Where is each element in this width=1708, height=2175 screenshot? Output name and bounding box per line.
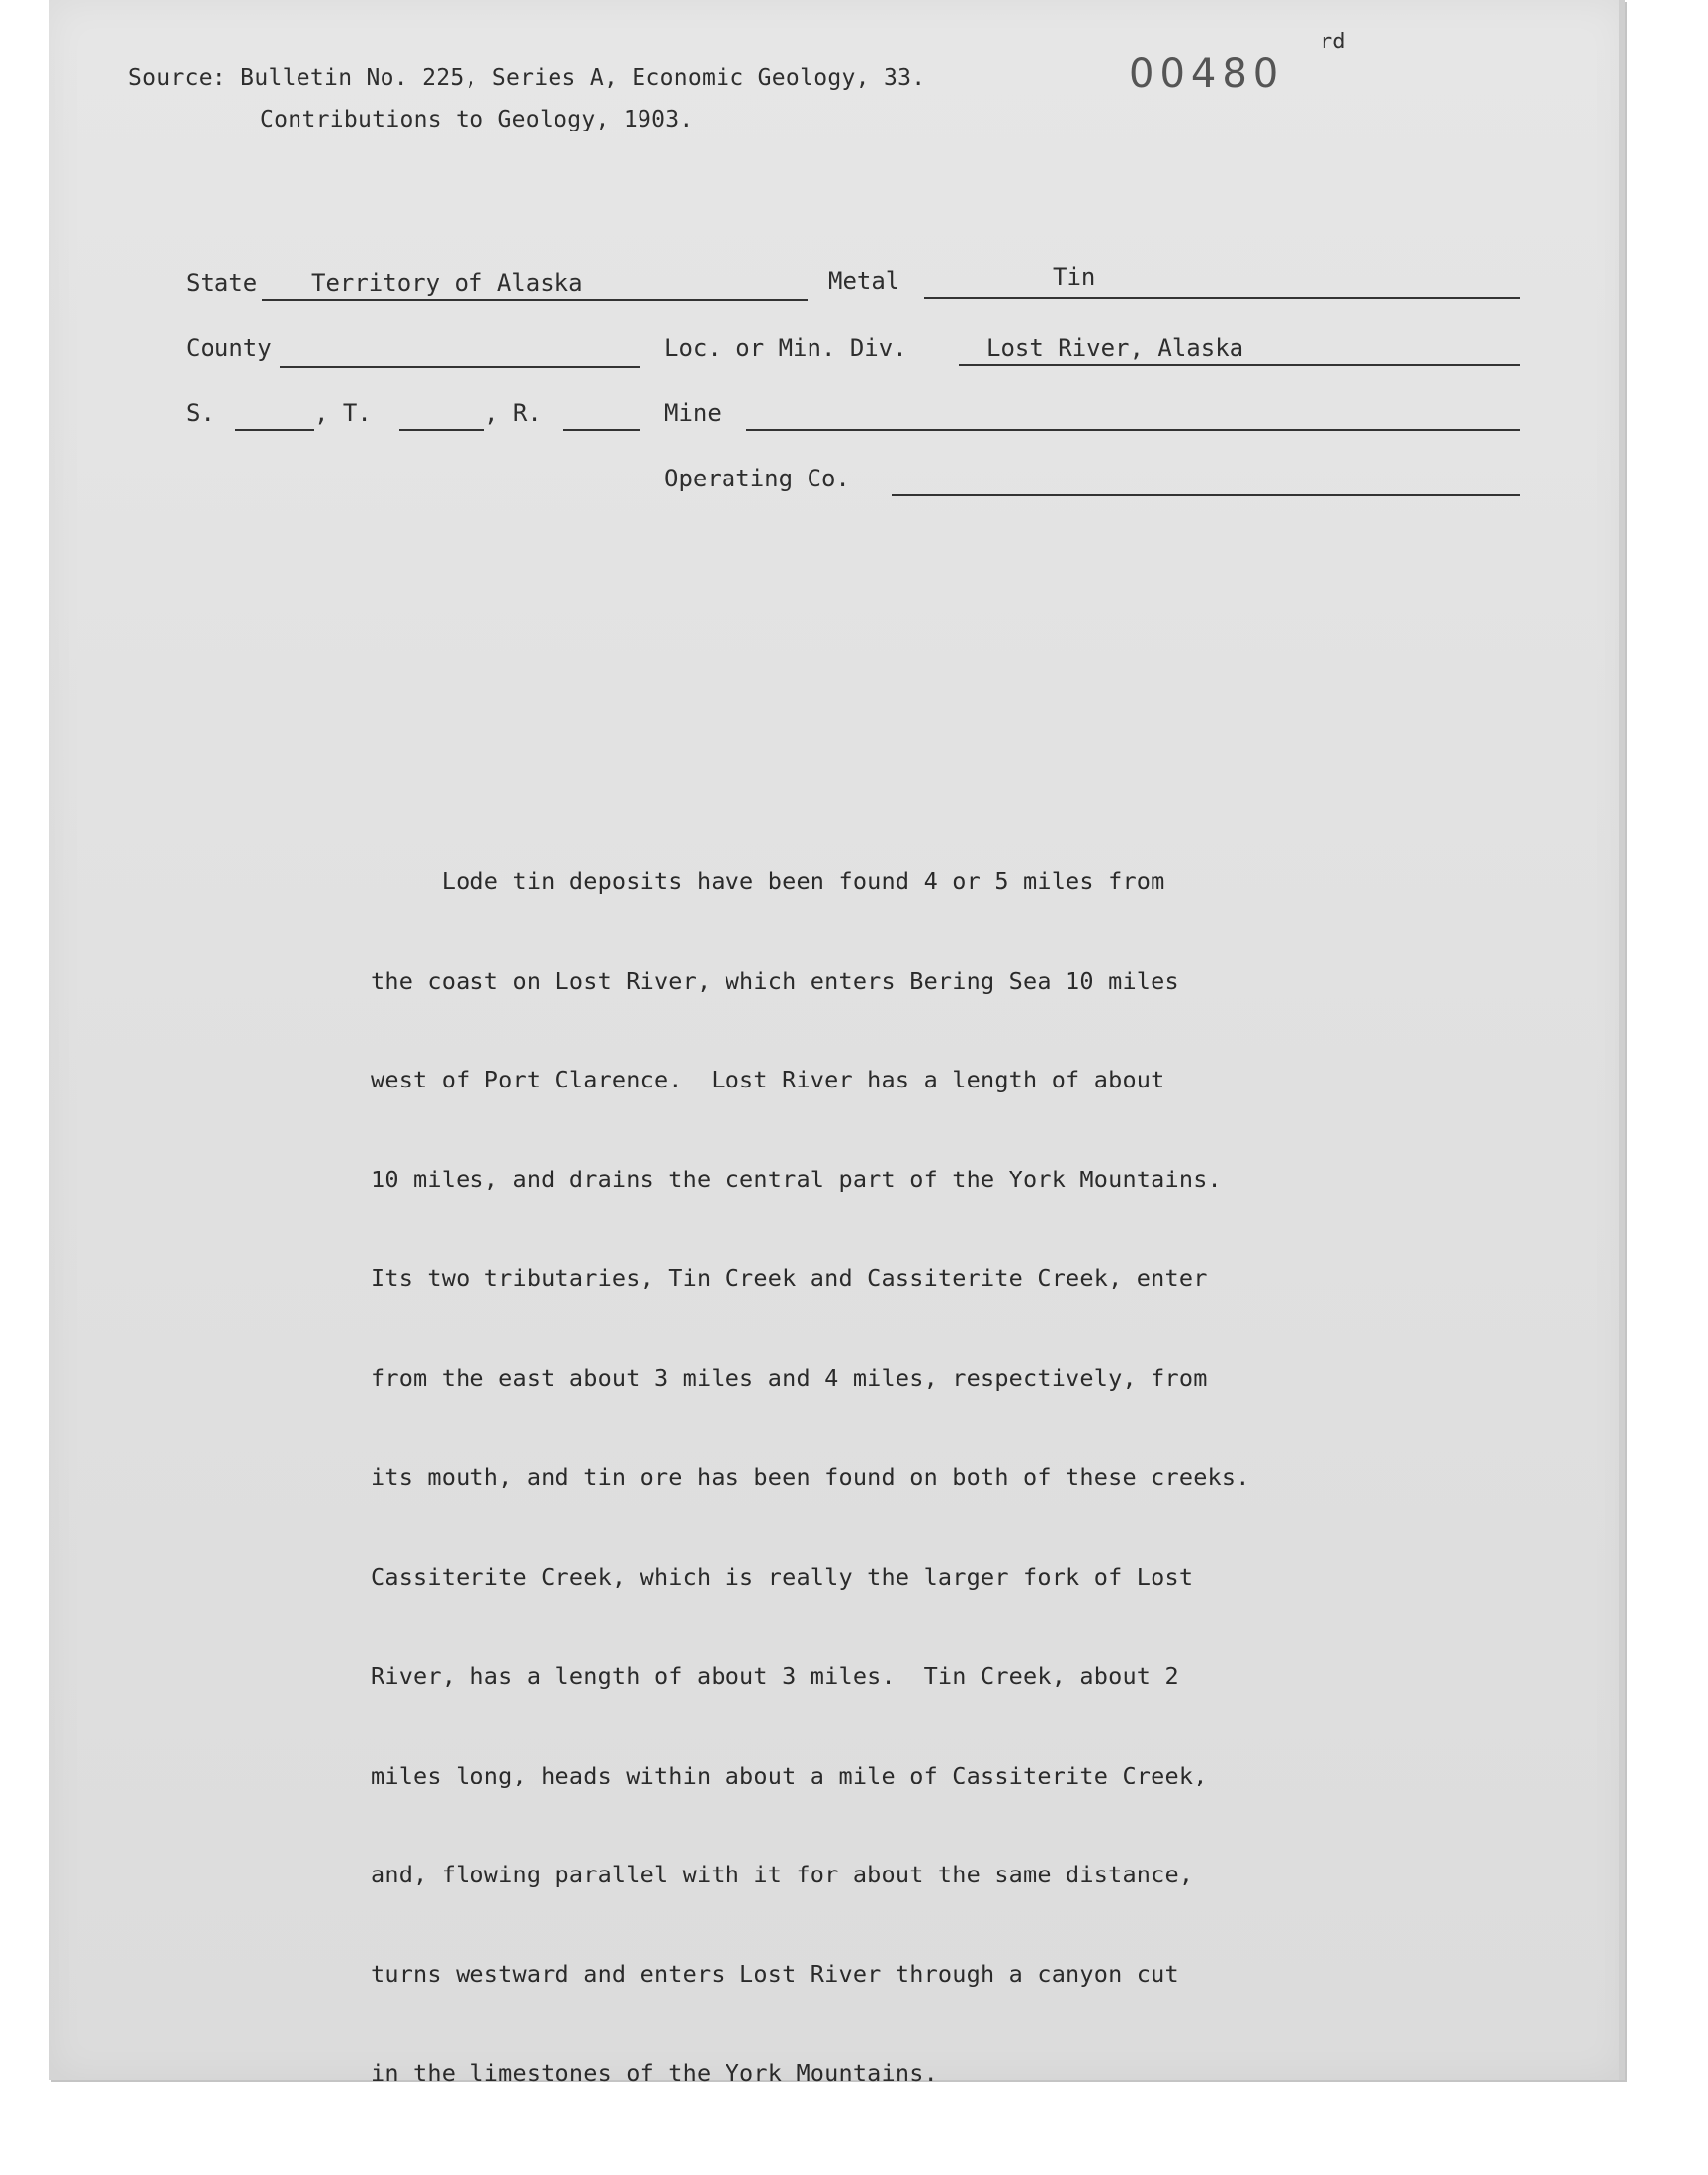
operating-co-label: Operating Co.	[664, 465, 850, 492]
metal-underline	[924, 297, 1520, 299]
section-label: S.	[186, 399, 214, 427]
document-number-superscript: rd	[1320, 30, 1346, 54]
metal-label: Metal	[828, 267, 900, 295]
mine-underline	[746, 429, 1520, 431]
body-line: its mouth, and tin ore has been found on both of these creeks.	[371, 1463, 1250, 1491]
range-underline	[563, 429, 640, 431]
body-line: Cassiterite Creek, which is really the larger fork of Lost	[371, 1562, 1194, 1591]
county-label: County	[186, 334, 272, 362]
body-line: turns westward and enters Lost River through a canyon cut	[371, 1959, 1179, 1988]
mine-label: Mine	[664, 399, 722, 427]
body-line: Its two tributaries, Tin Creek and Cassiterite Creek, enter	[371, 1264, 1208, 1292]
body-line: in the limestones of the York Mountains.	[371, 2059, 938, 2087]
township-label: , T.	[314, 399, 372, 427]
section-underline	[235, 429, 314, 431]
state-underline	[262, 299, 808, 301]
document-number-stamp: 00480	[1129, 51, 1285, 97]
body-line: 10 miles, and drains the central part of the York Mountains.	[371, 1165, 1222, 1193]
body-line: Lode tin deposits have been found 4 or 5 miles from	[371, 867, 1165, 895]
document-page	[49, 0, 1625, 2087]
loc-label: Loc. or Min. Div.	[664, 334, 907, 362]
body-line: west of Port Clarence. Lost River has a length of about	[371, 1066, 1165, 1093]
body-line: the coast on Lost River, which enters Bering Sea 10 miles	[371, 966, 1179, 995]
body-line: from the east about 3 miles and 4 miles, respectively, from	[371, 1363, 1208, 1392]
county-underline	[280, 366, 640, 368]
operating-co-underline	[892, 494, 1520, 496]
body-line: and, flowing parallel with it for about the same distance,	[371, 1861, 1194, 1888]
township-underline	[399, 429, 484, 431]
state-value: Territory of Alaska	[311, 269, 583, 297]
body-paragraph	[371, 799, 1250, 2157]
source-line-1: Source: Bulletin No. 225, Series A, Economic Geology, 33.	[128, 65, 926, 91]
loc-value: Lost River, Alaska	[986, 334, 1244, 362]
loc-underline	[959, 364, 1520, 366]
state-label: State	[186, 269, 258, 297]
metal-value: Tin	[1053, 263, 1096, 291]
source-line-2: Contributions to Geology, 1903.	[260, 107, 694, 132]
body-line: River, has a length of about 3 miles. Tin Creek, about 2	[371, 1662, 1179, 1690]
range-label: , R.	[484, 399, 542, 427]
body-line: miles long, heads within about a mile of Cassiterite Creek,	[371, 1761, 1208, 1789]
